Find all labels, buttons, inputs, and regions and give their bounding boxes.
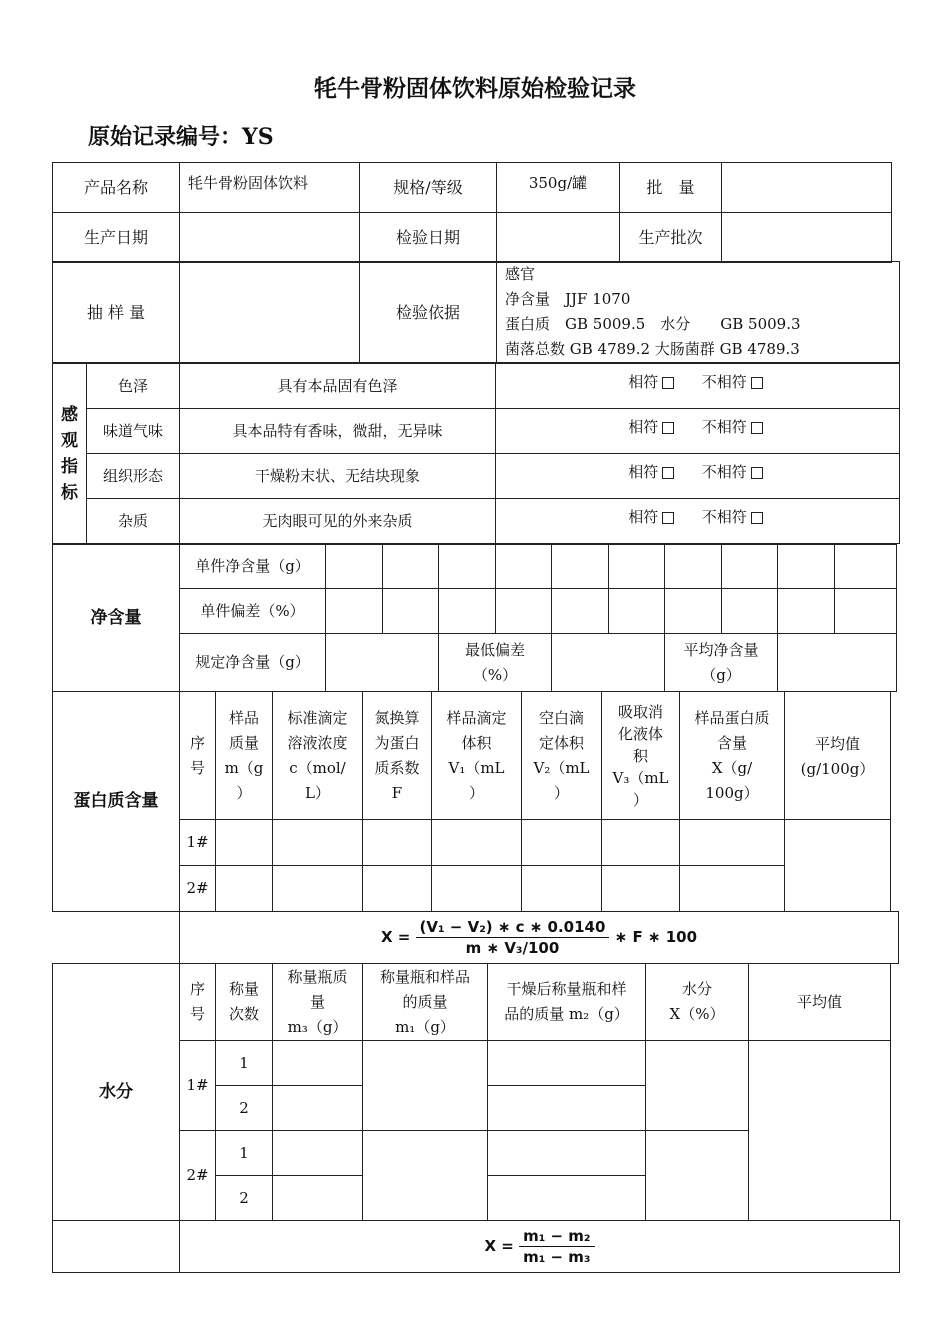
moisture-formula-denominator: m₁ − m₃ — [523, 1248, 591, 1266]
protein-formula-table — [179, 911, 899, 964]
unit-net-cell[interactable] — [778, 545, 835, 589]
unit-net-cell[interactable] — [722, 545, 778, 589]
document-title: 牦牛骨粉固体饮料原始检验记录 — [314, 75, 636, 102]
moisture-header-m3: 称量瓶质 量 m₃（g） — [273, 964, 363, 1041]
spec-value[interactable]: 350g/罐 — [497, 163, 620, 213]
min-dev-value[interactable] — [552, 634, 665, 692]
protein-header-seq: 序 号 — [180, 692, 216, 820]
protein-row-label: 1# — [180, 820, 216, 866]
moisture-formula-numerator: m₁ − m₂ — [519, 1226, 594, 1247]
basis-line: 蛋白质 GB 5009.5 水分 GB 5009.3 — [505, 315, 801, 333]
info-table — [52, 162, 892, 263]
product-name-label: 产品名称 — [53, 163, 180, 213]
prod-batch-value[interactable] — [722, 213, 892, 263]
conform-checkbox[interactable] — [662, 512, 674, 524]
prod-date-label: 生产日期 — [53, 213, 180, 263]
basis-list — [497, 262, 900, 363]
nonconform-checkbox[interactable] — [751, 512, 763, 524]
sample-qty-value[interactable] — [180, 262, 360, 363]
moisture-header-x: 水分 X（%） — [646, 964, 749, 1041]
protein-header-v3: 吸取消 化液体 积 V₃（mL ） — [602, 692, 680, 820]
protein-header-v2: 空白滴 定体积 V₂（mL ） — [522, 692, 602, 820]
protein-header-x: 样品蛋白质 含量 X（g/ 100g） — [680, 692, 785, 820]
moisture-m3-cell[interactable] — [273, 1086, 363, 1131]
unit-dev-cell[interactable] — [609, 589, 665, 634]
batch-size-value[interactable] — [722, 163, 892, 213]
protein-cell[interactable] — [522, 866, 602, 912]
sensory-item: 味道气味 — [87, 409, 180, 454]
unit-dev-cell[interactable] — [665, 589, 722, 634]
protein-cell[interactable] — [216, 866, 273, 912]
unit-dev-cell[interactable] — [552, 589, 609, 634]
unit-net-cell[interactable] — [439, 545, 496, 589]
protein-cell[interactable] — [602, 820, 680, 866]
moisture-sample-label: 1# — [180, 1041, 216, 1131]
sensory-result — [496, 409, 900, 454]
min-dev-label: 最低偏差 （%） — [439, 634, 552, 692]
moisture-m3-cell[interactable] — [273, 1131, 363, 1176]
unit-net-cell[interactable] — [383, 545, 439, 589]
nonconform-checkbox[interactable] — [751, 422, 763, 434]
protein-table — [52, 691, 891, 912]
conform-label: 相符 — [628, 463, 659, 481]
spec-net-value[interactable] — [326, 634, 439, 692]
moisture-m3-cell[interactable] — [273, 1041, 363, 1086]
spec-net-label: 规定净含量（g） — [180, 634, 326, 692]
moisture-section-label: 水分 — [53, 964, 180, 1221]
batch-size-label: 批 量 — [620, 163, 722, 213]
conform-label: 相符 — [628, 373, 659, 391]
sensory-result — [496, 454, 900, 499]
moisture-header-avg: 平均值 — [749, 964, 891, 1041]
unit-dev-cell[interactable] — [835, 589, 897, 634]
sample-qty-label: 抽 样 量 — [53, 262, 180, 363]
conform-checkbox[interactable] — [662, 377, 674, 389]
nonconform-label: 不相符 — [701, 508, 747, 526]
moisture-m2-cell[interactable] — [488, 1131, 646, 1176]
moisture-avg-cell[interactable] — [749, 1041, 891, 1221]
protein-cell[interactable] — [273, 866, 363, 912]
protein-avg-value[interactable] — [785, 820, 891, 912]
protein-cell[interactable] — [432, 820, 522, 866]
protein-header-mass: 样品 质量 m（g ） — [216, 692, 273, 820]
unit-dev-cell[interactable] — [439, 589, 496, 634]
test-date-value[interactable] — [497, 213, 620, 263]
moisture-times-label: 2 — [216, 1086, 273, 1131]
moisture-header-seq: 序 号 — [180, 964, 216, 1041]
prod-batch-label: 生产批次 — [620, 213, 722, 263]
protein-cell[interactable] — [363, 866, 432, 912]
nonconform-label: 不相符 — [701, 373, 747, 391]
moisture-header-times: 称量 次数 — [216, 964, 273, 1041]
protein-header-avg: 平均值 (g/100g） — [785, 692, 891, 820]
sensory-item: 组织形态 — [87, 454, 180, 499]
basis-table — [52, 261, 900, 363]
moisture-x-cell[interactable] — [646, 1041, 749, 1131]
moisture-m1-cell[interactable] — [363, 1131, 488, 1221]
unit-net-cell[interactable] — [835, 545, 897, 589]
sensory-result — [496, 499, 900, 544]
net-content-table — [52, 544, 897, 692]
protein-formula-denominator: m ∗ V₃/100 — [465, 939, 560, 957]
unit-net-cell[interactable] — [326, 545, 383, 589]
prod-date-value[interactable] — [180, 213, 360, 263]
conform-checkbox[interactable] — [662, 422, 674, 434]
unit-dev-cell[interactable] — [778, 589, 835, 634]
unit-dev-cell[interactable] — [383, 589, 439, 634]
moisture-formula-table — [52, 1220, 900, 1273]
unit-dev-cell[interactable] — [326, 589, 383, 634]
moisture-x-cell[interactable] — [646, 1131, 749, 1221]
moisture-sample-label: 2# — [180, 1131, 216, 1221]
basis-line: 菌落总数 GB 4789.2 大肠菌群 GB 4789.3 — [505, 340, 800, 358]
unit-net-cell[interactable] — [552, 545, 609, 589]
unit-net-cell[interactable] — [609, 545, 665, 589]
unit-dev-cell[interactable] — [496, 589, 552, 634]
sensory-table — [52, 363, 900, 544]
sensory-result — [496, 364, 900, 409]
moisture-m2-cell[interactable] — [488, 1176, 646, 1221]
spec-label: 规格/等级 — [360, 163, 497, 213]
protein-cell[interactable] — [273, 820, 363, 866]
unit-dev-cell[interactable] — [722, 589, 778, 634]
conform-label: 相符 — [628, 508, 659, 526]
conform-checkbox[interactable] — [662, 467, 674, 479]
protein-cell[interactable] — [216, 820, 273, 866]
nonconform-label: 不相符 — [701, 463, 747, 481]
product-name-value[interactable]: 牦牛骨粉固体饮料 — [180, 163, 360, 213]
protein-row-label: 2# — [180, 866, 216, 912]
protein-cell[interactable] — [602, 866, 680, 912]
nonconform-label: 不相符 — [701, 418, 747, 436]
moisture-formula-spacer — [53, 1221, 180, 1273]
protein-formula-numerator: (V₁ − V₂) ∗ c ∗ 0.0140 — [416, 917, 610, 938]
sensory-standard: 具有本品固有色泽 — [180, 364, 496, 409]
sensory-item: 杂质 — [87, 499, 180, 544]
moisture-m3-cell[interactable] — [273, 1176, 363, 1221]
nonconform-checkbox[interactable] — [751, 467, 763, 479]
moisture-formula: X = $\frac{\text{m₁ − m₂}}{\text{m₁ − m₃}}$ — [180, 1221, 900, 1273]
protein-formula: X = $\frac{\text{(V₁ − V₂) ∗ c ∗ 0.0140}}{\text{m ∗ V₃/100}}$ ∗ F ∗ 100 — [180, 912, 899, 964]
moisture-m2-cell[interactable] — [488, 1086, 646, 1131]
moisture-header-m1: 称量瓶和样品 的质量 m₁（g） — [363, 964, 488, 1041]
protein-header-conc: 标准滴定 溶液浓度 c（mol/ L） — [273, 692, 363, 820]
unit-dev-label: 单件偏差（%） — [180, 589, 326, 634]
sensory-standard: 无肉眼可见的外来杂质 — [180, 499, 496, 544]
moisture-m2-cell[interactable] — [488, 1041, 646, 1086]
moisture-table — [52, 963, 891, 1221]
basis-line: 感官 — [505, 265, 536, 283]
net-section-label: 净含量 — [53, 545, 180, 692]
moisture-times-label: 2 — [216, 1176, 273, 1221]
avg-net-value[interactable] — [778, 634, 897, 692]
protein-header-v1: 样品滴定 体积 V₁（mL ） — [432, 692, 522, 820]
protein-cell[interactable] — [680, 820, 785, 866]
protein-cell[interactable] — [432, 866, 522, 912]
basis-label: 检验依据 — [360, 262, 497, 363]
protein-header-factor: 氮换算 为蛋白 质系数 F — [363, 692, 432, 820]
moisture-times-label: 1 — [216, 1041, 273, 1086]
nonconform-checkbox[interactable] — [751, 377, 763, 389]
avg-net-label: 平均净含量 （g） — [665, 634, 778, 692]
moisture-times-label: 1 — [216, 1131, 273, 1176]
protein-cell[interactable] — [363, 820, 432, 866]
test-date-label: 检验日期 — [360, 213, 497, 263]
basis-line: 净含量 JJF 1070 — [505, 290, 631, 308]
record-number: 原始记录编号：YS — [88, 124, 274, 150]
sensory-item: 色泽 — [87, 364, 180, 409]
sensory-standard: 具本品特有香味，微甜，无异味 — [180, 409, 496, 454]
protein-section-label: 蛋白质含量 — [53, 692, 180, 912]
unit-net-cell[interactable] — [665, 545, 722, 589]
unit-net-label: 单件净含量（g） — [180, 545, 326, 589]
sensory-standard: 干燥粉末状、无结块现象 — [180, 454, 496, 499]
moisture-m1-cell[interactable] — [363, 1041, 488, 1131]
conform-label: 相符 — [628, 418, 659, 436]
sensory-section-label: 感观指标 — [53, 364, 87, 544]
protein-cell[interactable] — [680, 866, 785, 912]
moisture-header-m2: 干燥后称量瓶和样 品的质量 m₂（g） — [488, 964, 646, 1041]
unit-net-cell[interactable] — [496, 545, 552, 589]
protein-cell[interactable] — [522, 820, 602, 866]
